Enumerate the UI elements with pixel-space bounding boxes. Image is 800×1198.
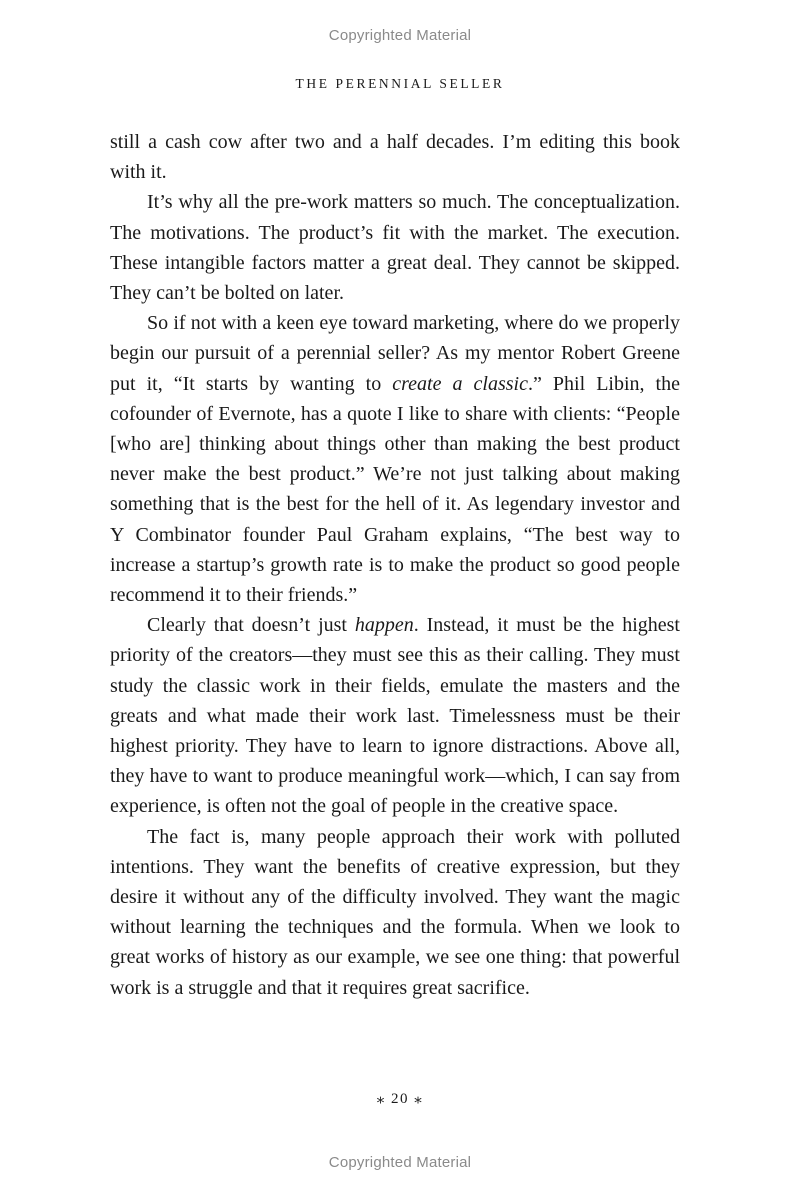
paragraph-1	[110, 127, 680, 187]
paragraph-4-text-a: Clearly that doesn’t just	[147, 614, 355, 637]
body-text	[110, 127, 680, 1003]
paragraph-3-text-b: .” Phil Libin, the cofounder of Evernote, has a quote I like to share with clients: “People [who are] thinking about things other than making the best product never make the best product.” We’re not just talking about making something that is the best for the hell of it. As legendary investor and Y Combinator founder Paul Graham explains, “The best way to increase a startup’s growth rate is to make the product so good people recommend it to their friends.”	[110, 372, 680, 607]
running-head: THE PERENNIAL SELLER	[295, 76, 505, 91]
paragraph-4-text-b: . Instead, it must be the highest priority of the creators—they must see this as their calling. They must study the classic work in their fields, emulate the masters and the greats and what made their work last. Timelessness must be their highest priority. They have to learn to ignore distractions. Above all, they have to want to produce meaningful work—which, I can say from experience, is often not the goal of people in the creative space.	[110, 614, 680, 818]
paragraph-5-text: The fact is, many people approach their work with polluted intentions. They want the benefits of creative expression, but they desire it without any of the difficulty involved. They want the magic without learning the techniques and the formula. When we look to great works of history as our example, we see one thing: that powerful work is a struggle and that it requires great sacrifice.	[110, 825, 680, 999]
page-number: ⁎ 20 ⁎	[376, 1091, 424, 1107]
paragraph-1-text: still a cash cow after two and a half decades. I’m editing this book with it.	[110, 131, 680, 184]
paragraph-2-text: It’s why all the pre-work matters so much. The conceptualization. The motivations. The product’s fit with the market. The execution. These intangible factors matter a great deal. They cannot be skipped. They can’t be bolted on later.	[110, 191, 680, 305]
paragraph-4-italic: happen	[354, 614, 414, 637]
paragraph-3	[110, 308, 680, 610]
copyright-watermark-top: Copyrighted Material	[328, 27, 472, 44]
copyright-watermark-bottom: Copyrighted Material	[328, 1154, 472, 1171]
paragraph-2	[110, 187, 680, 308]
paragraph-3-italic: create a classic	[392, 372, 528, 395]
paragraph-5	[110, 822, 680, 1003]
paragraph-3-text-a: So if not with a keen eye toward marketing, where do we properly begin our pursuit of a perennial seller? As my mentor Robert Greene put it, “It starts by wanting to	[110, 312, 680, 395]
paragraph-4	[110, 610, 680, 821]
